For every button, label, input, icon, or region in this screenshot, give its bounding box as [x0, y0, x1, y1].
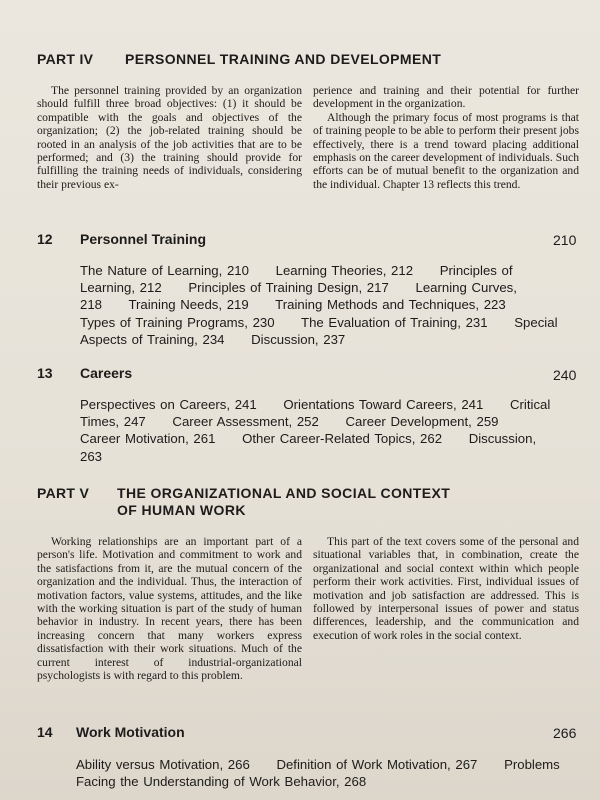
part-v-left-paragraph: Working relationships are an important part of a person's life. Motivation and commitment to work and the satisfactions from it, are the mutual concern of the organization and the individual. Thus, the interaction of motivation factors, value systems, attitudes, and the like with the working situation is part of the study of human behavior in industry. In recent years, there has been increasing concern that many workers express dissatisfaction with their work situations. Much of the current interest of industrial-organizational psychologists is with regard to this problem.: [37, 535, 302, 683]
chapter-13-topic: Perspectives on Careers, 241: [80, 397, 257, 412]
chapter-12-topic: Discussion, 237: [251, 331, 346, 347]
chapter-14-topic: Ability versus Motivation, 266: [76, 757, 250, 772]
chapter-13-title: Careers: [80, 365, 133, 381]
chapter-14-number: 14: [37, 724, 53, 740]
chapter-13-topic: Critical Times, 247: [80, 397, 551, 430]
chapter-13-topic: Other Career-Related Topics, 262: [242, 431, 443, 447]
chapter-12-topic: Special Aspects of Training, 234: [80, 314, 558, 347]
chapter-13-topic: Discussion, 263: [80, 431, 537, 464]
chapter-12-topic: Principles of Learning, 212: [80, 263, 513, 296]
chapter-12-topic: Training Methods and Techniques, 223: [275, 297, 506, 313]
chapter-13-page: 240: [553, 367, 577, 383]
part-v-label: PART V: [37, 485, 90, 501]
chapter-12-topic: Learning Theories, 212: [275, 263, 414, 278]
part-v-title-line-2: OF HUMAN WORK: [117, 502, 246, 518]
part-v-right-paragraph: This part of the text covers some of the personal and situational variables that, in combination, create the organizational and social context within which people perform their work activities. First, individual issues of motivation and job satisfaction are addressed. This is followed by interpersonal issues of power and status differences, leadership, and the communication and execution of work roles in the social context.: [313, 535, 579, 642]
chapter-14-topics: [76, 756, 566, 790]
chapter-12-topic: Types of Training Programs, 230: [80, 314, 275, 330]
chapter-13-topics: [80, 396, 560, 465]
chapter-14-title: Work Motivation: [76, 724, 185, 740]
chapter-13-number: 13: [37, 365, 53, 381]
chapter-12-topics: [80, 262, 560, 348]
part-iv-right-paragraph-2: Although the primary focus of most programs is that of training people to be able to perform their present jobs effectively, there is a trend toward placing additional emphasis on the career development of individuals. Such efforts can be of mutual benefit to the organization and the individual. Chapter 13 reflects this trend.: [313, 110, 579, 191]
part-v-title: [117, 485, 450, 519]
part-v-right-column: [313, 535, 579, 642]
part-iv-title: PERSONNEL TRAINING AND DEVELOPMENT: [125, 51, 442, 67]
chapter-12-topic: Learning Curves, 218: [80, 280, 517, 313]
chapter-13-topic: Career Development, 259: [345, 414, 499, 430]
part-iv-left-paragraph: The personnel training provided by an organization should fulfill three broad objectives: (1) it should be compatible with the goals and objectives of the organization; (2) the job-related training should be rooted in an analysis of the job activities that are to be performed; and (3) the training should provide for fulfilling the training needs of individuals, considering their previous ex-: [37, 84, 302, 191]
part-v-left-column: [37, 535, 302, 682]
chapter-12-title: Personnel Training: [80, 231, 207, 247]
chapter-13-topic: Orientations Toward Careers, 241: [283, 397, 484, 412]
chapter-14-topic: Problems Facing the Understanding of Work Behavior, 268: [76, 757, 560, 790]
chapter-12-topic: The Nature of Learning, 210: [80, 263, 249, 278]
part-v-title-line-1: THE ORGANIZATIONAL AND SOCIAL CONTEXT: [117, 485, 451, 501]
part-iv-left-column: [37, 84, 302, 191]
part-iv-label: PART IV: [37, 51, 94, 67]
chapter-12-page: 210: [553, 232, 577, 248]
chapter-12-topic: Principles of Training Design, 217: [188, 280, 389, 296]
chapter-13-topic: Career Motivation, 261: [80, 431, 216, 447]
chapter-12-topic: The Evaluation of Training, 231: [301, 314, 488, 330]
chapter-14-topic: Definition of Work Motivation, 267: [276, 757, 478, 772]
chapter-12-topic: Training Needs, 219: [128, 297, 249, 313]
chapter-13-topic: Career Assessment, 252: [172, 414, 319, 430]
part-iv-right-paragraph-1: perience and training and their potential for further development in the organization.: [313, 84, 579, 111]
part-iv-right-column: [313, 84, 579, 191]
chapter-12-number: 12: [37, 231, 53, 247]
chapter-14-page: 266: [553, 725, 577, 741]
